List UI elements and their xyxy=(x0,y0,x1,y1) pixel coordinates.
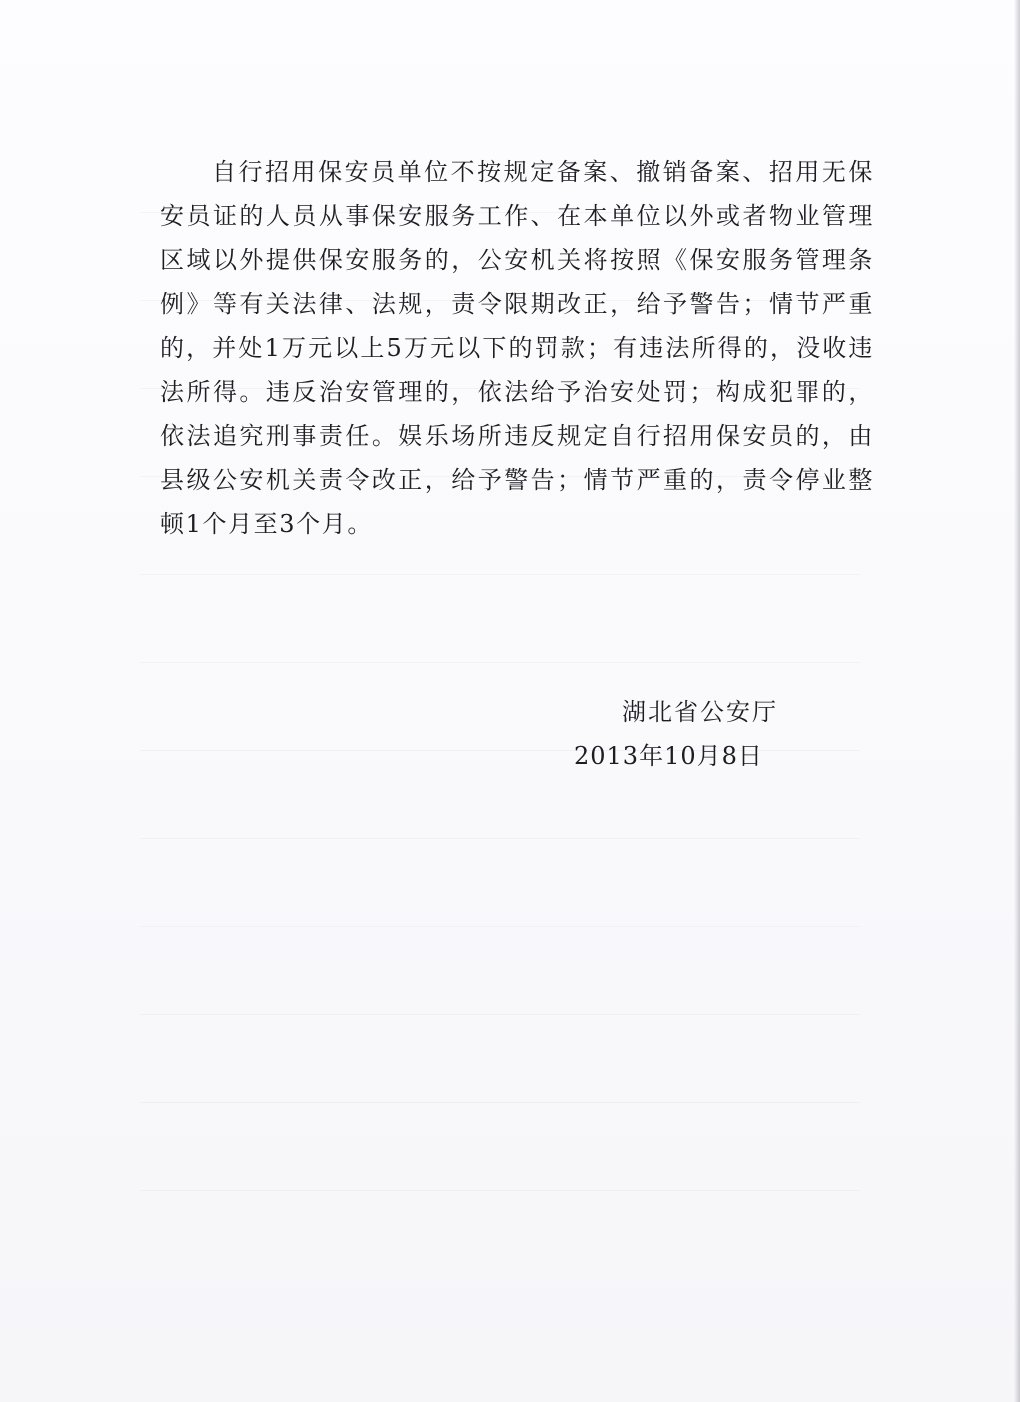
body-paragraph: 自行招用保安员单位不按规定备案、撤销备案、招用无保安员证的人员从事保安服务工作、在本单位以外或者物业管理区域以外提供保安服务的，公安机关将按照《保安服务管理条例》等有关法律、法规，责令限期改正，给予警告；情节严重的，并处1万元以上5万元以下的罚款；有违法所得的，没收违法所得。违反治安管理的，依法给予治安处罚；构成犯罪的，依法追究刑事责任。娱乐场所违反规定自行招用保安员的，由县级公安机关责令改正，给予警告；情节严重的，责令停业整顿1个月至3个月。 xyxy=(160,158,874,538)
issue-date: 2013年10月8日 xyxy=(574,742,763,770)
issuing-organization: 湖北省公安厅 xyxy=(622,698,778,726)
bleed-through-line xyxy=(140,926,860,927)
bleed-through-line xyxy=(140,574,860,575)
bleed-through-line xyxy=(140,662,860,663)
bleed-through-line xyxy=(140,838,860,839)
bleed-through-line xyxy=(140,1014,860,1015)
bleed-through-line xyxy=(140,1190,860,1191)
scan-edge-shadow xyxy=(1014,0,1020,1402)
bleed-through-line xyxy=(140,1102,860,1103)
